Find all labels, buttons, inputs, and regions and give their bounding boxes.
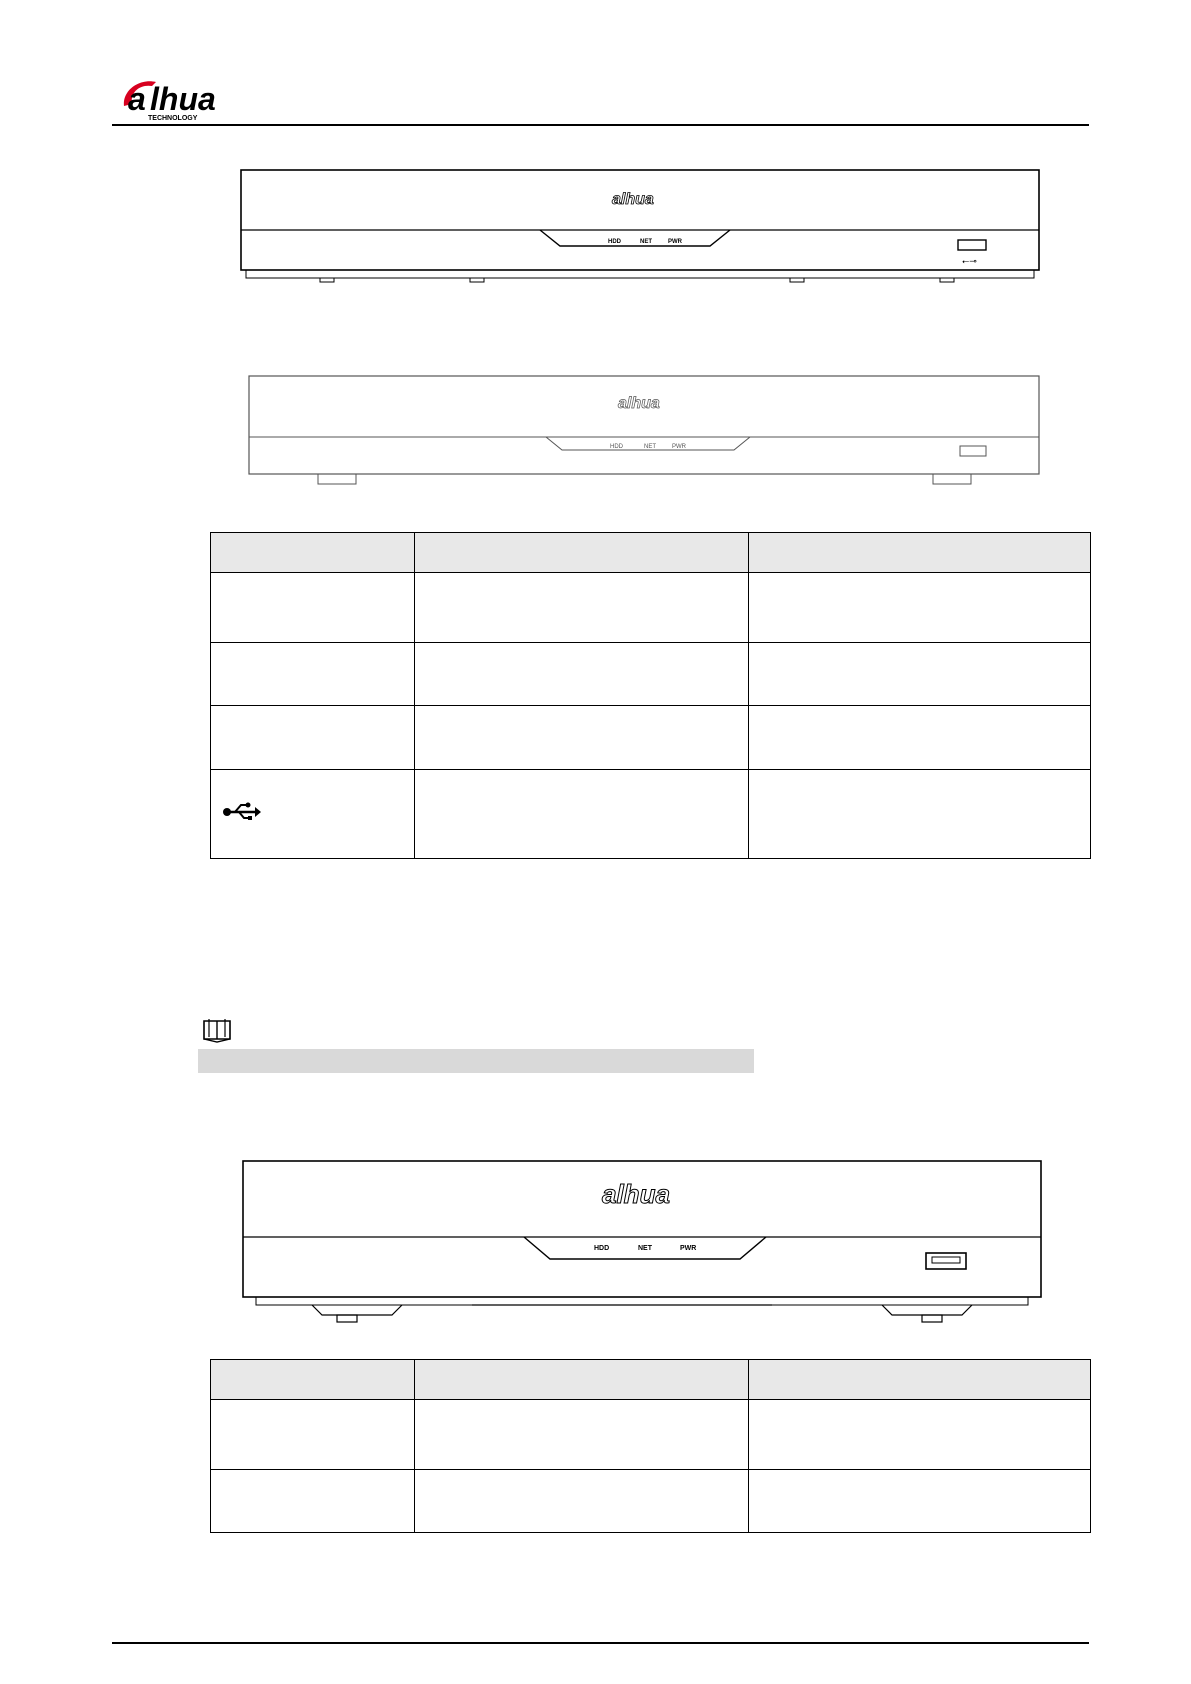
table-header-cell [211,1360,415,1400]
usb-port [960,446,986,456]
table-cell [749,573,1091,643]
table-header-cell [211,533,415,573]
table-cell [415,1400,749,1470]
front-panel-figure-3 [242,1159,1042,1323]
table-cell [749,643,1091,706]
device-logo: alhua [612,191,654,208]
table-cell [749,1470,1091,1533]
usb-icon [221,801,261,823]
led-hdd-label: HDD [610,444,623,450]
logo-subtext: TECHNOLOGY [148,115,198,122]
table-cell [749,1400,1091,1470]
table-cell [415,1470,749,1533]
table-row [211,573,1091,643]
led-hdd-label: HDD [594,1245,610,1252]
table-cell-usb [211,770,415,859]
table-header-row [211,1360,1091,1400]
table-header-cell [749,533,1091,573]
front-panel-figure-1 [240,168,1040,286]
table-row [211,1470,1091,1533]
table-cell [415,770,749,859]
led-hdd-label: HDD [608,239,621,245]
table-cell [211,1470,415,1533]
table-row [211,643,1091,706]
book-icon [201,1017,233,1043]
dahua-logo [118,72,258,122]
usb-icon: ⭠⊸ [962,257,977,267]
front-panel-table-1 [210,532,1091,859]
table-cell [749,706,1091,770]
table-header-cell [415,1360,749,1400]
led-pwr-label: PWR [680,1245,697,1252]
device-logo: alhua [602,1179,670,1209]
table-cell [415,573,749,643]
table-row [211,770,1091,859]
table-header-cell [415,533,749,573]
led-net-label: NET [638,1245,652,1252]
table-row [211,1400,1091,1470]
table-cell [211,573,415,643]
table-cell [415,706,749,770]
table-cell [415,643,749,706]
front-panel-table-2 [210,1359,1091,1533]
header-rule [112,124,1089,126]
led-pwr-label: PWR [672,444,686,450]
usb-port [958,240,986,250]
logo-wordmark: a [128,81,146,117]
table-cell [211,706,415,770]
table-row [211,706,1091,770]
device-logo: alhua [618,395,660,412]
table-header-cell [749,1360,1091,1400]
table-cell [749,770,1091,859]
note-bar [198,1049,754,1073]
svg-text:lhua: lhua [150,81,216,117]
footer-rule [112,1642,1089,1644]
front-panel-figure-2 [248,374,1040,492]
led-net-label: NET [640,239,652,245]
table-cell [211,643,415,706]
table-header-row [211,533,1091,573]
led-pwr-label: PWR [668,239,682,245]
led-net-label: NET [644,444,656,450]
table-cell [211,1400,415,1470]
